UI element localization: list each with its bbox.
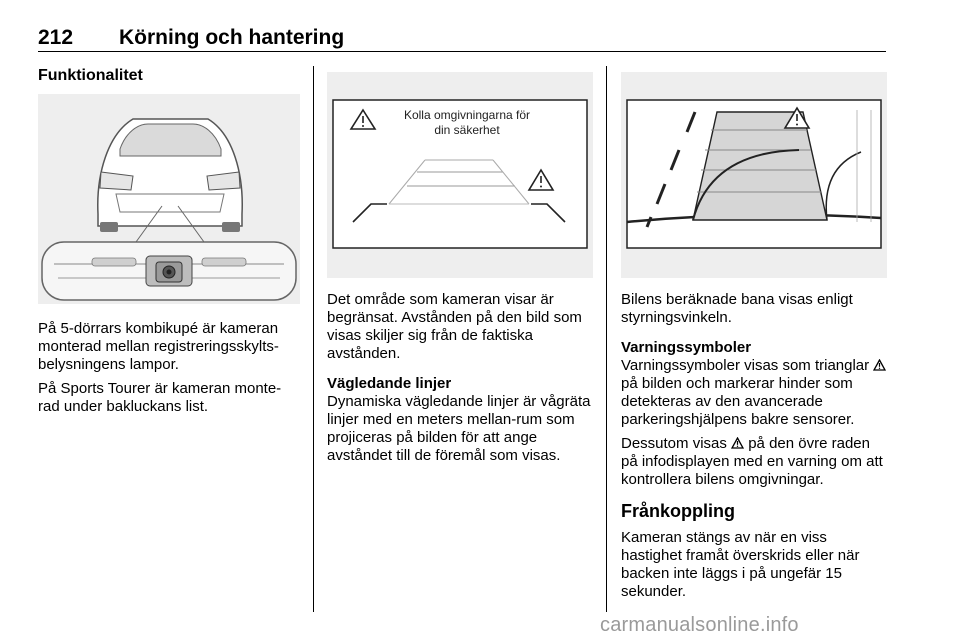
warning-triangle-icon — [873, 359, 886, 371]
paragraph: Dessutom visas på den övre raden på infodisplayen med en varning om att kontrollera bilens omgivningar. — [621, 435, 883, 488]
guideline-display-figure — [327, 72, 593, 278]
chapter-title: Körning och hantering — [119, 26, 345, 49]
column-3-text — [621, 291, 889, 601]
page-number: 212 — [38, 26, 74, 49]
paragraph: Bilens beräknade bana visas enligt styrningsvinkeln. — [621, 291, 853, 326]
column-2-text — [327, 291, 593, 465]
display-warning-text: din säkerhet — [434, 123, 500, 137]
paragraph: Varningssymboler visas som trianglar på bilden och markerar hinder som detekteras av den avancerade parkeringshjälpens bakre sensorer. — [621, 357, 889, 429]
warning-triangle-icon — [731, 437, 744, 449]
display-warning-text: Kolla omgivningarna för — [403, 108, 531, 122]
camera-display-illustration — [327, 72, 593, 278]
header-rule — [38, 51, 886, 52]
column-divider — [606, 66, 607, 612]
trajectory-display-figure — [621, 72, 887, 278]
section-title: Frånkoppling — [621, 501, 735, 521]
paragraph: På 5-dörrars kombikupé är kameran monterad mellan registreringsskylts-belysningens lampor. — [38, 320, 279, 373]
column-1 — [38, 66, 300, 86]
column-1-text — [38, 320, 300, 416]
watermark[interactable]: carmanualsonline.info — [600, 614, 799, 636]
paragraph: Kameran stängs av när en viss hastighet framåt överskrids eller när backen inte läggs i på ungefär 15 sekunder. — [621, 529, 860, 600]
paragraph: Dynamiska vägledande linjer är vågräta linjer med en meters mellan-rum som projiceras på bilden för att ange avståndet till de föremål som visas. — [327, 393, 591, 464]
subheading: Varningssymboler — [621, 339, 752, 356]
column-divider — [313, 66, 314, 612]
car-rear-illustration — [38, 94, 300, 304]
trajectory-illustration — [621, 72, 887, 278]
subheading: Vägledande linjer — [327, 375, 452, 392]
camera-location-figure — [38, 94, 300, 304]
page-header — [38, 26, 886, 52]
paragraph: Det område som kameran visar är begränsat. Avstånden på den bild som visas skiljer sig från de faktiska avstånden. — [327, 291, 582, 362]
section-title: Funktionalitet — [38, 67, 143, 84]
paragraph: På Sports Tourer är kameran monte-rad under bakluckans list. — [38, 380, 282, 415]
